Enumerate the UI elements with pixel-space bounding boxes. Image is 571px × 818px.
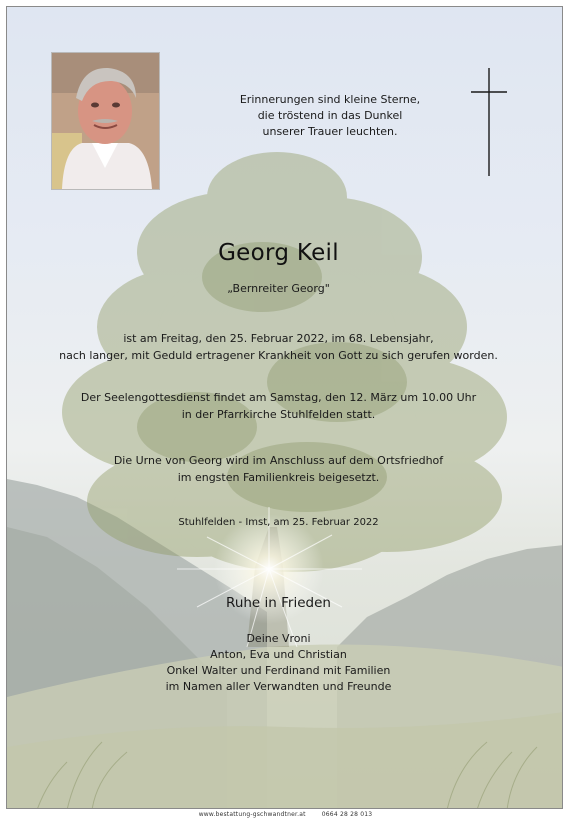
burial-line: Die Urne von Georg wird im Anschluss auf dem Ortsfriedhof [113,454,444,467]
closing-phrase: Ruhe in Frieden [226,595,331,611]
verse-line: Erinnerungen sind kleine Sterne, [239,93,421,106]
death-announcement [0,330,557,364]
verse-line: unserer Trauer leuchten. [262,125,398,138]
place-and-date: Stuhlfelden - Imst, am 25. Februar 2022 [178,517,379,528]
footer [0,811,571,818]
announcement-line: nach langer, mit Geduld ertragener Krankheit von Gott zu sich gerufen worden. [59,349,498,362]
memorial-verse [140,92,520,140]
mourner-line: Anton, Eva und Christian [210,648,347,661]
verse-line: die tröstend in das Dunkel [257,109,403,122]
footer-website-link[interactable]: www.bestattung-gschwandtner.at [198,811,306,818]
funeral-mass-info [0,389,557,423]
burial-line: im engsten Familienkreis beigesetzt. [177,471,380,484]
footer-phone: 0664 28 28 013 [321,811,373,818]
mourner-line: im Namen aller Verwandten und Freunde [165,680,392,693]
deceased-nickname: „Bernreiter Georg" [227,282,330,295]
mass-line: Der Seelengottesdienst findet am Samstag, den 12. März um 10.00 Uhr [80,391,477,404]
mourners-list [0,631,557,695]
burial-info [0,452,557,486]
mourner-line: Deine Vroni [246,632,311,645]
announcement-line: ist am Freitag, den 25. Februar 2022, im 68. Lebensjahr, [123,332,434,345]
mourner-line: Onkel Walter und Ferdinand mit Familien [166,664,391,677]
deceased-name: Georg Keil [218,240,339,266]
mass-line: in der Pfarrkirche Stuhlfelden statt. [181,408,376,421]
